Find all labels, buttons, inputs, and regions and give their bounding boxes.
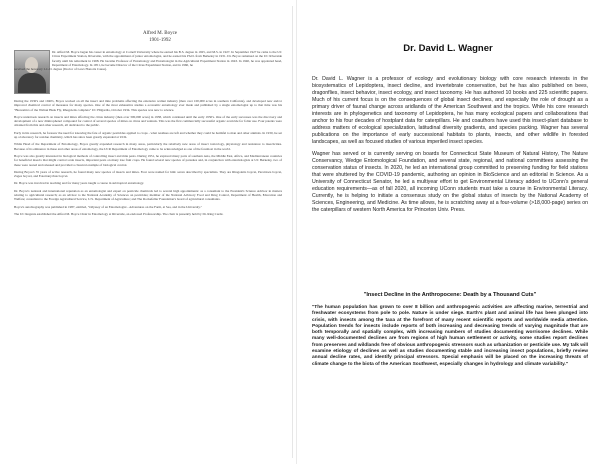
right-page (300, 6, 596, 458)
bio-paragraph: Dr. Boyce's national and international reputation as an entomologist and expert on pesticide chemicals led to several high appointments: as a consultant to the President's Science Advisor in matters relating to agricultural research; as an advisor to the National Academy of Sciences on pesticides; member of the National Advisory Food and Drug Control, Department of Health, Education and Welfare; consultant to the Foreign Agricultural Service, U.S. Department of Agriculture; and The Rockefeller Foundation's board of agricultural consultants. (14, 188, 282, 202)
bio-intro-tail: received the honorary L.L.D. degree (Doctor of Laws Honoris Causa). (14, 67, 107, 72)
bio-paragraph: Boyce's autobiography was published in 1987, entitled, "Odyssey of an Entomologist - Adventures on the Farm, at Sea, and in the University." (14, 204, 203, 209)
bio-name: Alfred M. Boyce (142, 31, 178, 36)
speaker-bio-paragraph: Wagner has served or is currently serving on boards for Connecticut State Museum of Natural History, The Nature Conservancy, Wedge Entomological Foundation, and several state, regional, and national committees assessing the conservation status of insects. In 2020, he led an international group committed to preserving funding for field stations that were shuttered by the COVID-19 pandemic, authoring an opinion in BioScience and an editorial in Science. As a University of Connecticut Senator, he led a multiyear effort to get Environmental Literacy added to UConn's general education requirements—as of fall 2020, all incoming UConn students must take a course in Environmental Literacy. Currently, he is helping to initiate a consensus study on the global status of insects by the National Academy of Sciences, Engineering, and Medicine. As time allows, he is scratching away at a four-volume (>18,000-page) series on the caterpillars of western North America for Princeton Univ. Press. (312, 151, 588, 213)
left-page (4, 6, 292, 458)
bio-paragraph: Early in his research, he foresaw the need for knowing the fate of organic pesticides applied to crops - what residues are left and whether they could be harmful to man and other animals. In 1930, he set up a laboratory for residue chemistry, which has since been greatly expanded at UCR. (14, 130, 282, 140)
bio-paragraph: Boyce undertook research on insects and mites affecting the citrus industry (then over 300,000 acres) in 1938, which continued until the early 1950's. One of the early successes was the discovery and development of a new dinitrophenol compound for control of several species of mites on citrus and walnuts. This was the first commercially successful organic acaricide for foliar use. Four patents were obtained from this and other research, all dedicated to the public. (14, 114, 282, 128)
page-gutter (296, 0, 297, 464)
bio-intro-text: Dr. Alfred M. Boyce began his career in entomology at Cornell University where he earned his B.S. degree in 1925, and M.S. in 1927. In September 1927 he came to the UC Citrus Experiment Station, Riverside, with the appointment of junior entomologist, and he earned his Ph.D. from Berkeley in 1931. Dr. Boyce remained on the UC Riverside faculty until his retirement in 1968. He became Professor of Entomology and Entomologist in the Agricultural Experiment Station in 1943. In 1940, he was appointed head, Department of Entomology. In 1951, he became Director of the Citrus Experiment Station, and in 1960, he (52, 50, 282, 67)
bio-years: 1901-1992 (149, 38, 171, 43)
portrait-photo (14, 50, 50, 94)
speaker-bio-paragraph: Dr. David L. Wagner is a professor of ecology and evolutionary biology with core research interests in the biosystematics of Lepidoptera, insect decline, and invertebrate conservation, but he has also published on bees, dragonflies, insect behavior, insect ecology, and insect taxonomy. He has authored 10 books and 225 scientific papers. Much of his current focus is on the consequences of global insect declines, and especially the role of drought as a primary driver of faunal change across aridlands of the American Southwest and the tropics. While his core research interests are in phylogenetics and taxonomy of Lepidoptera, he has many ecological papers and collaborations that anchor to his four decades of hostplant data for caterpillars. He and coauthors have used this insect-plant database to address matters of ecological specialization, latitudinal diversity gradients, and species packing. Wagner has several publications on the importance of early successional habitats to plants, insects, and other wildlife in forested landscapes, as well as focused studies of various imperiled insect species. (312, 76, 588, 145)
speaker-bio (312, 76, 588, 219)
talk-title: "Insect Decline in the Anthropocene: Death by a Thousand Cuts" (363, 292, 537, 298)
bio-paragraph: While Head of the Department of Entomology, Boyce greatly expanded research in many areas, particularly the relatively new areas of insect toxicology, physiology and resistance to insecticides. Because of its eminence in these and other areas of entomology, the UCR Department of Entomology came to be acknowledged as one of the foremost in the world. (14, 142, 282, 151)
bio-body (14, 99, 282, 219)
talk-abstract: "The human population has grown to over 8 billion and anthropogenic activities are affecting marine, terrestrial and freshwater ecosystems from pole to pole. Nature is under siege. Earth's plant and animal life has been plunged into crisis, with insects among the taxa at the forefront of many recent scientific reports and worldwide media attention. Population trends for insects include reports of both increasing and decreasing trends of varying magnitude that are both temporally and spatially complex, with increasing numbers of studies documenting worrisome declines. While many well-documented declines are from regions of high human settlement or activity, some studies report declines from preserves and wildlands free of obvious anthropogenic stressors such as urbanization or pesticide use. My talk will examine etiology of declines as well as studies documenting stable and increasing insect populations, briefly review annual decline rates, and identify principal stressors. Special emphasis will be placed on the increasing threats of climate change to the biota of the American Southwest, especially changes in hydrology and climate variability." (312, 305, 588, 367)
bio-paragraph: During Boyce's 35 years of active research, he found many new species of insects and mites. Four were named for him: seven described by specialists. They are Rhagoletis boycei, Paratrioza boycei, Zagea boycei, and Eotetranychus boycei. (14, 169, 282, 179)
portrait-body (18, 73, 46, 94)
bio-paragraph: Boyce was also greatly interested in biological methods of controlling insect and mite pests. During 1951, he explored many parts of southern Asia, the Middle East, Africa, and Mediterranean countries for beneficial insects that might control scale insects, important pests on many tree fruit crops. He found several new species of parasites and, in conjunction with entomologists at UC Berkeley, two of these were reared and released and provided a classical example of biological control. (14, 153, 282, 167)
bio-intro (14, 50, 282, 72)
bio-header (100, 30, 220, 44)
bio-paragraph: Dr. Boyce was involved in teaching and for many years taught a course in subtropical entomology. (14, 181, 145, 186)
bio-paragraph: During the 1930's and 1940's, Boyce worked on all the insect and mite problems affecting the extensive walnut industry (then over 100,000 acres in southern California), and developed new and/or improved chemical control of measures for many species. One of the most exhaustive studies a economic entomology ever made and published by a single entomologist up to that time was his "Bionomics of the Walnut Husk Fly, Rhagoletis completa" UC Hilgardia, October 1934. This species was new to science. (14, 99, 282, 112)
bio-paragraph: The UC Regents established the Alfred M. Boyce Chair in Entomology at Riverside, an endowed Professorship. The chair is presently held by Dr. Ring Cardé. (14, 211, 224, 216)
speaker-name: Dr. David L. Wagner (403, 43, 493, 54)
